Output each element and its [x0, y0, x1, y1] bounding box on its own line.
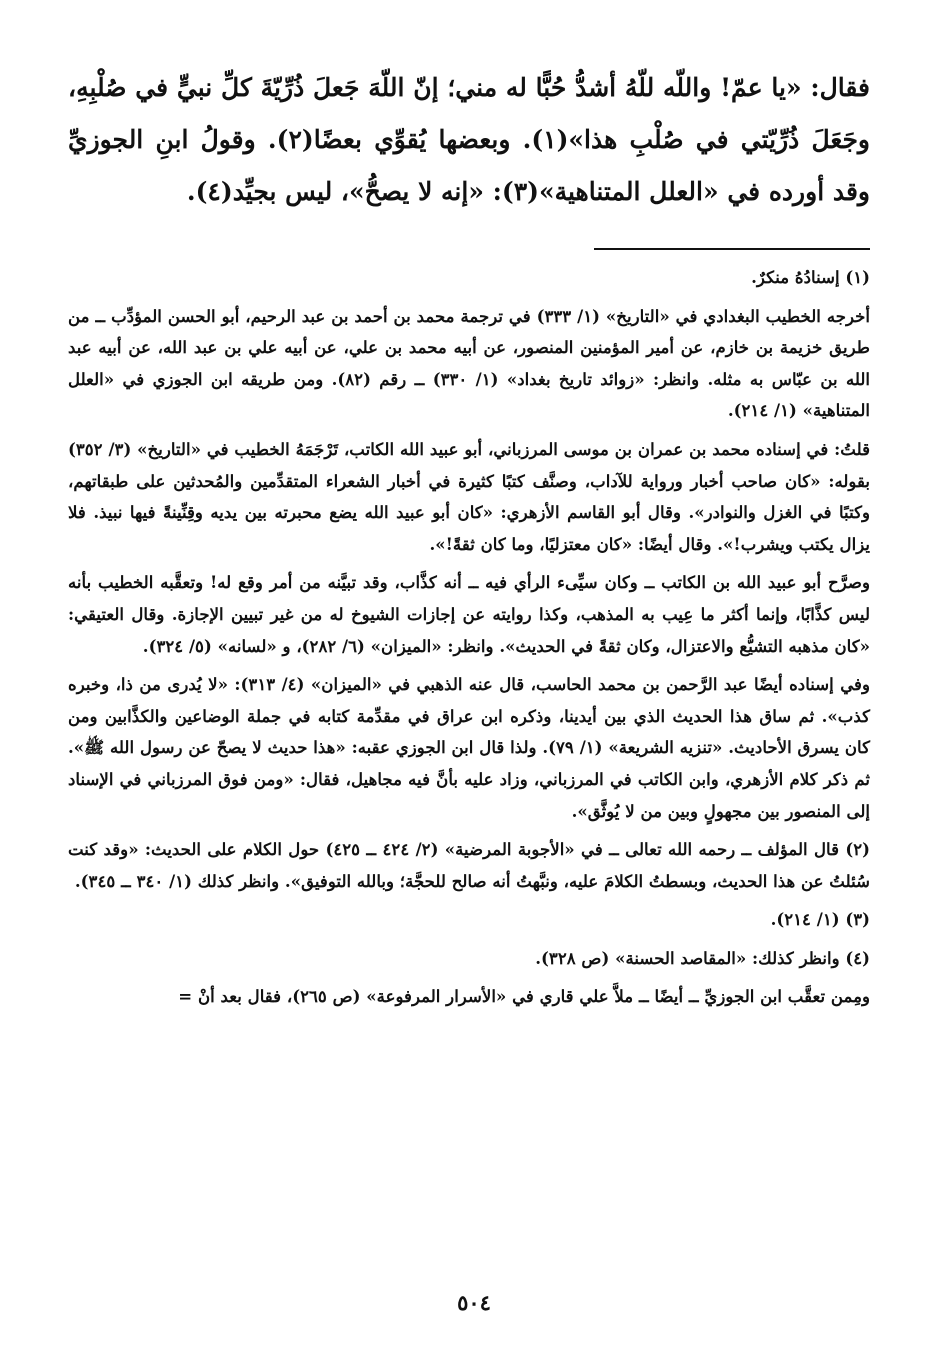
- footnote-2: (٢) قال المؤلف ــ رحمه الله تعالى ــ في «الأجوبة المرضية» (٢/ ٤٢٤ ــ ٤٢٥) حول الكلام على الحديث: «وقد كنت سُئلتُ عن هذا الحديث، وبسطتُ الكلامَ عليه، ونبَّهتُ أنه صالح للحجَّة؛ وبالله التوفيق». وانظر كذلك (١/ ٣٤٠ ــ ٣٤٥).: [68, 839, 871, 891]
- footnote-4: (٤) وانظر كذلك: «المقاصد الحسنة» (ص ٣٢٨).: [535, 947, 870, 968]
- footnote-1-source: أخرجه الخطيب البغدادي في «التاريخ» (١/ ٣٣٣) في ترجمة محمد بن أحمد بن عبد الرحيم، أبو الحسن المؤدِّب ــ من طريق خزيمة بن خازم، عن أمير المؤمنين المنصور، عن أبيه محمد بن علي، عن أبيه علي بن عبد الله، عن أبيه عبد الله بن عبّاس به مثله. وانظر: «زوائد تاريخ بغداد» (١/ ٣٣٠) ــ رقم (٨٢). ومن طريقه ابن الجوزي في «العلل المتناهية» (١/ ٢١٤).: [68, 305, 870, 421]
- footnote-1-comment-hasib: وفي إسناده أيضًا عبد الرَّحمن بن محمد الحاسب، قال عنه الذهبي في «الميزان» (٤/ ٣١٣): «لا يُدرى من ذا، وخبره كذب». ثم ساق هذا الحديث الذي بين أيدينا، وذكره ابن عراق في مقدِّمة كتابه في جملة الوضاعين والكذَّابين ومن كان يسرق الأحاديث. «تنزيه الشريعة» (١/ ٧٩). ولذا قال ابن الجوزي عقبه: «هذا حديث لا يصحّ عن رسول الله ﷺ». ثم ذكر كلام الأزهري، وابن الكاتب في المرزباني، وزاد عليه بأنَّ فيه مجاهيل، فقال: «ومن فوق المرزباني في الإسناد إلى المنصور بين مجهولٍ وبين من لا يُوثَّق».: [68, 674, 871, 821]
- footnote-1-comment-katib: وصرَّح أبو عبيد الله بن الكاتب ــ وكان سيِّىء الرأي فيه ــ أنه كذَّاب، وقد تبيَّنه من أمر وقع له! وتعقَّبه الخطيب بأنه ليس كذَّابًا، وإنما أكثر ما عِيب به المذهب، وكذا روايته عن إجازات الشيوخ له من غير تبيين الإجازة. وقال العتيقي: «كان مذهبه التشيُّع والاعتزال، وكان ثقةً في الحديث». وانظر: «الميزان» (٦/ ٢٨٢)، و «لسانه» (٥/ ٣٢٤).: [68, 572, 870, 656]
- footnote-3: (٣) (١/ ٢١٤).: [770, 909, 870, 930]
- footnote-1-comment-marzubani: قلتُ: في إسناده محمد بن عمران بن موسى المرزباني، أبو عبيد الله الكاتب، تَرْجَمَهُ الخطيب في «التاريخ» (٣/ ٣٥٢) بقوله: «كان صاحب أخبار ورواية للآداب، وصنَّف كتبًا كثيرة في أخبار الشعراء المتقدِّمين والمُحدثين على طبقاتهم، وكتبًا في الغزل والنوادر». وقال أبو القاسم الأزهري: «كان أبو عبيد الله يضع محبرته بين يديه وقِنِّينةً فيها نبيذ. فلا يزال يكتب ويشرب!». وقال أيضًا: «كان معتزليًا، وما كان ثقةً!».: [68, 438, 871, 554]
- footnote-1-heading: (١) إسنادُهُ منكرٌ.: [751, 267, 870, 287]
- footnote-4-continuation: ومِمن تعقَّب ابن الجوزيِّ ــ أيضًا ــ ملاَّ علي قاري في «الأسرار المرفوعة» (ص ٢٦٥)، فقال بعد أنْ =: [178, 986, 870, 1007]
- footnote-divider: [594, 248, 870, 250]
- page-number: ٥٠٤: [457, 1290, 491, 1315]
- footnotes-section: [68, 262, 870, 1013]
- main-paragraph: فقال: «يا عمّ! واللّه للّهُ أشدُّ حُبًّا له مني؛ إنّ اللّهَ جَعلَ ذُرِّيّةَ كلِّ نبيٍّ في صُلْبِهِ، وجَعَلَ ذُرِّيّتي في صُلْبِ هذا»(١). وبعضها يُقوِّي بعضًا(٢). وقولُ ابنِ الجوزيِّ وقد أورده في «العلل المتناهية»(٣): «إنه لا يصحُّ»، ليس بجيِّد(٤).: [68, 73, 871, 206]
